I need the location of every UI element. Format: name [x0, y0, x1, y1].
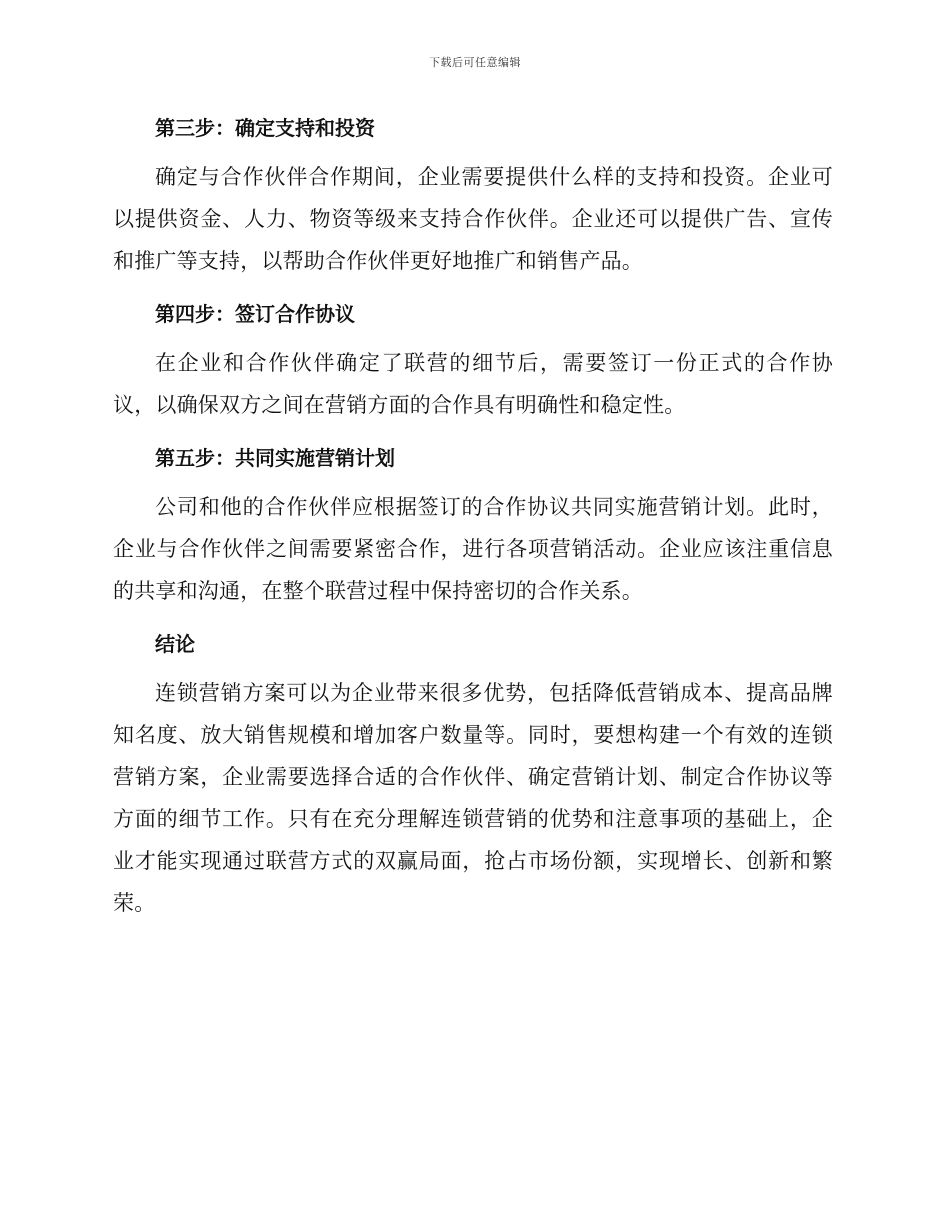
section-paragraph-step-five: 公司和他的合作伙伴应根据签订的合作协议共同实施营销计划。此时，企业与合作伙伴之间需要紧密合作，进行各项营销活动。企业应该注重信息的共享和沟通，在整个联营过程中保持密切的合作关系。: [113, 495, 833, 603]
header-note: 下载后可任意编辑: [429, 56, 521, 69]
section-paragraph-step-four: 在企业和合作伙伴确定了联营的细节后，需要签订一份正式的合作协议，以确保双方之间在营销方面的合作具有明确性和稳定性。: [113, 351, 833, 417]
section-paragraph-step-three: 确定与合作伙伴合作期间，企业需要提供什么样的支持和投资。企业可以提供资金、人力、物资等级来支持合作伙伴。企业还可以提供广告、宣传和推广等支持，以帮助合作伙伴更好地推广和销售产品。: [113, 165, 833, 273]
section-paragraph-conclusion: 连锁营销方案可以为企业带来很多优势，包括降低营销成本、提高品牌知名度、放大销售规模和增加客户数量等。同时，要想构建一个有效的连锁营销方案，企业需要选择合适的合作伙伴、确定营销计划、制定合作协议等方面的细节工作。只有在充分理解连锁营销的优势和注意事项的基础上，企业才能实现通过联营方式的双赢局面，抢占市场份额，实现增长、创新和繁荣。: [113, 681, 833, 915]
section-heading-step-five: 第五步：共同实施营销计划: [155, 446, 395, 470]
section-heading-step-three: 第三步：确定支持和投资: [155, 116, 375, 140]
section-heading-step-four: 第四步：签订合作协议: [155, 302, 355, 326]
section-heading-conclusion: 结论: [155, 632, 195, 656]
document-body: [113, 108, 833, 924]
